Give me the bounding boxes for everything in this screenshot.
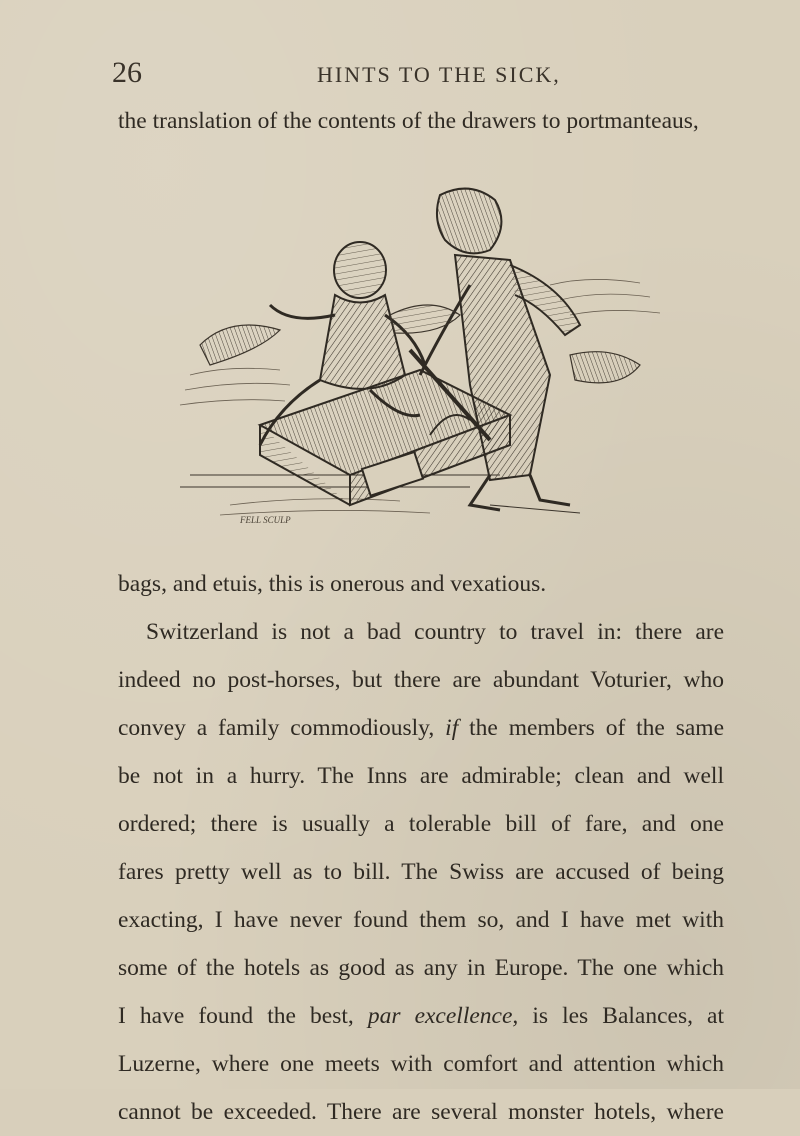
text-line: Luzerne, where one meets with comfort and attention which	[118, 1051, 724, 1077]
engraving-svg	[170, 175, 690, 530]
text-line: some of the hotels as good as any in Europe. The one which	[118, 955, 724, 981]
text-line: exacting, I have never found them so, and I have met with	[118, 907, 724, 933]
continuation-line: the translation of the contents of the drawers to portmanteaus,	[118, 108, 699, 134]
text-span: I have found the best,	[118, 1003, 354, 1029]
text-line: be not in a hurry. The Inns are admirable; clean and well	[118, 763, 724, 789]
text-span: convey a family commodiously,	[118, 715, 435, 741]
text-span: the members of the same	[469, 715, 725, 741]
text-line: fares pretty well as to bill. The Swiss are accused of being	[118, 859, 724, 885]
engraver-signature: FELL SCULP	[240, 515, 291, 525]
text-line: indeed no post-horses, but there are abundant Voturier, who	[118, 667, 724, 693]
text-span: is les Balances, at	[532, 1003, 725, 1029]
engraving-illustration	[170, 175, 690, 530]
italic-text: if	[445, 715, 459, 741]
text-line: ordered; there is usually a tolerable bill of fare, and one	[118, 811, 724, 837]
running-head	[112, 56, 712, 96]
text-line	[118, 992, 724, 1040]
italic-text: par excellence,	[367, 1003, 519, 1029]
text-line: cannot be exceeded. There are several monster hotels, where	[118, 1099, 724, 1125]
page-number: 26	[112, 56, 142, 89]
text-line: Switzerland is not a bad country to travel in: there are	[146, 619, 724, 645]
text-line	[118, 704, 724, 752]
body-text	[118, 560, 724, 1136]
running-title: HINTS TO THE SICK,	[317, 62, 561, 87]
text-line: bags, and etuis, this is onerous and vexatious.	[118, 571, 547, 597]
